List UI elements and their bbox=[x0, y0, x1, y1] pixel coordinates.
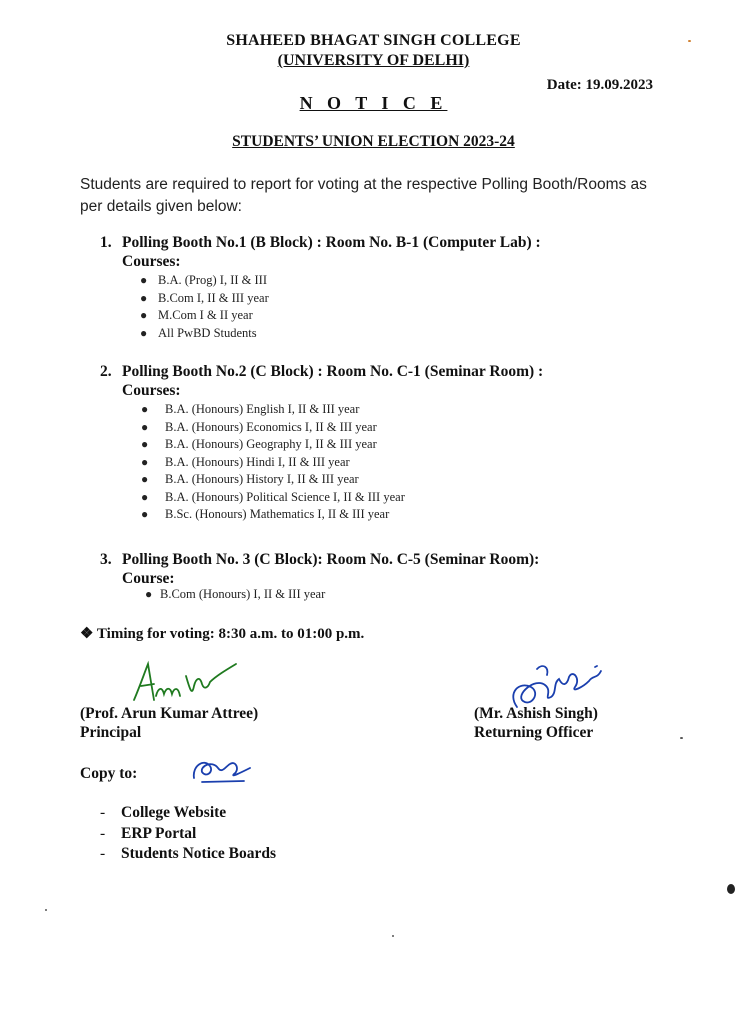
scan-speck bbox=[392, 935, 394, 937]
intro-paragraph: Students are required to report for voting at the respective Polling Booth/Rooms as per details given below: bbox=[80, 176, 647, 215]
scan-speck bbox=[45, 909, 47, 911]
course-name: B.A. (Honours) Hindi I, II & III year bbox=[165, 454, 350, 469]
scan-speck bbox=[727, 884, 735, 894]
copy-to-list bbox=[100, 803, 276, 865]
course-name: B.Sc. (Honours) Mathematics I, II & III year bbox=[165, 507, 390, 521]
college-name: SHAHEED BHAGAT SINGH COLLEGE bbox=[226, 32, 521, 49]
bullet-icon: ● bbox=[140, 308, 148, 322]
bullet-icon: ● bbox=[141, 437, 149, 451]
notice-subject: STUDENTS’ UNION ELECTION 2023-24 bbox=[232, 133, 515, 150]
list-item bbox=[141, 436, 405, 454]
booth-1-title: Polling Booth No.1 (B Block) : Room No. B-1 (Computer Lab) : bbox=[122, 234, 541, 251]
course-name: B.A. (Honours) Political Science I, II & III year bbox=[165, 489, 405, 504]
dash-bullet: - bbox=[100, 845, 106, 862]
returning-officer-name: (Mr. Ashish Singh) bbox=[474, 705, 598, 722]
returning-officer-role: Returning Officer bbox=[474, 724, 594, 741]
list-item bbox=[141, 471, 405, 489]
booth-3-heading bbox=[100, 551, 539, 569]
bullet-icon: ● bbox=[145, 587, 153, 601]
bullet-icon: ● bbox=[141, 489, 149, 504]
copy-initials-signature bbox=[188, 748, 258, 790]
notice-title: N O T I C E bbox=[299, 93, 448, 113]
list-item bbox=[140, 272, 269, 290]
course-name: B.A. (Prog) I, II & III bbox=[158, 273, 268, 287]
scan-speck bbox=[688, 40, 691, 42]
copy-recipient: College Website bbox=[121, 804, 227, 821]
scan-speck bbox=[680, 737, 683, 739]
copy-recipient: Students Notice Boards bbox=[121, 845, 277, 862]
booth-1-course-list bbox=[140, 272, 269, 342]
list-item bbox=[141, 489, 405, 507]
list-item bbox=[100, 824, 276, 845]
university-name-text: (UNIVERSITY OF DELHI) bbox=[277, 52, 470, 69]
list-item bbox=[145, 586, 326, 604]
course-name: B.A. (Honours) Economics I, II & III year bbox=[165, 419, 377, 434]
course-name: B.Com (Honours) I, II & III year bbox=[160, 587, 326, 601]
booth-2-title: Polling Booth No.2 (C Block) : Room No. C-1 (Seminar Room) : bbox=[122, 363, 544, 380]
bullet-icon: ● bbox=[141, 419, 149, 434]
list-item bbox=[141, 506, 405, 524]
list-item bbox=[141, 454, 405, 472]
bullet-icon: ● bbox=[141, 402, 149, 416]
course-name: B.A. (Honours) English I, II & III year bbox=[165, 402, 360, 416]
list-item bbox=[140, 325, 269, 343]
voting-timing: ❖ Timing for voting: 8:30 a.m. to 01:00 p.m. bbox=[80, 626, 365, 642]
course-name: All PwBD Students bbox=[158, 325, 257, 340]
notice-date: Date: 19.09.2023 bbox=[546, 77, 653, 93]
bullet-icon: ● bbox=[140, 325, 148, 340]
dash-bullet: - bbox=[100, 804, 106, 821]
booth-1-courses-label: Courses: bbox=[122, 253, 181, 270]
university-name bbox=[0, 52, 747, 70]
course-name: B.A. (Honours) Geography I, II & III year bbox=[165, 437, 377, 451]
booth-2-course-list bbox=[141, 401, 405, 524]
booth-3-course-list bbox=[145, 586, 326, 604]
booth-1-number: 1. bbox=[100, 234, 112, 251]
bullet-icon: ● bbox=[141, 507, 149, 521]
bullet-icon: ● bbox=[141, 454, 149, 469]
course-name: B.Com I, II & III year bbox=[158, 290, 269, 305]
list-item bbox=[140, 290, 269, 308]
copy-recipient: ERP Portal bbox=[121, 824, 197, 842]
booth-2-courses-label: Courses: bbox=[122, 382, 181, 399]
booth-2-heading bbox=[100, 363, 543, 381]
list-item bbox=[140, 307, 269, 325]
course-name: B.A. (Honours) History I, II & III year bbox=[165, 472, 359, 486]
list-item bbox=[100, 844, 276, 865]
course-name: M.Com I & II year bbox=[158, 308, 253, 322]
list-item bbox=[141, 419, 405, 437]
booth-1-heading bbox=[100, 234, 541, 252]
principal-name: (Prof. Arun Kumar Attree) bbox=[80, 705, 259, 722]
booth-2-number: 2. bbox=[100, 363, 112, 380]
bullet-icon: ● bbox=[140, 290, 148, 305]
bullet-icon: ● bbox=[140, 273, 148, 287]
booth-3-courses-label: Course: bbox=[122, 570, 175, 587]
principal-signature bbox=[130, 656, 240, 706]
list-item bbox=[141, 401, 405, 419]
copy-to-label: Copy to: bbox=[80, 765, 138, 782]
bullet-icon: ● bbox=[141, 472, 149, 486]
booth-3-number: 3. bbox=[100, 551, 112, 568]
dash-bullet: - bbox=[100, 824, 106, 842]
booth-3-title: Polling Booth No. 3 (C Block): Room No. C-5 (Seminar Room): bbox=[122, 551, 540, 568]
list-item bbox=[100, 803, 276, 824]
principal-role: Principal bbox=[80, 724, 142, 741]
